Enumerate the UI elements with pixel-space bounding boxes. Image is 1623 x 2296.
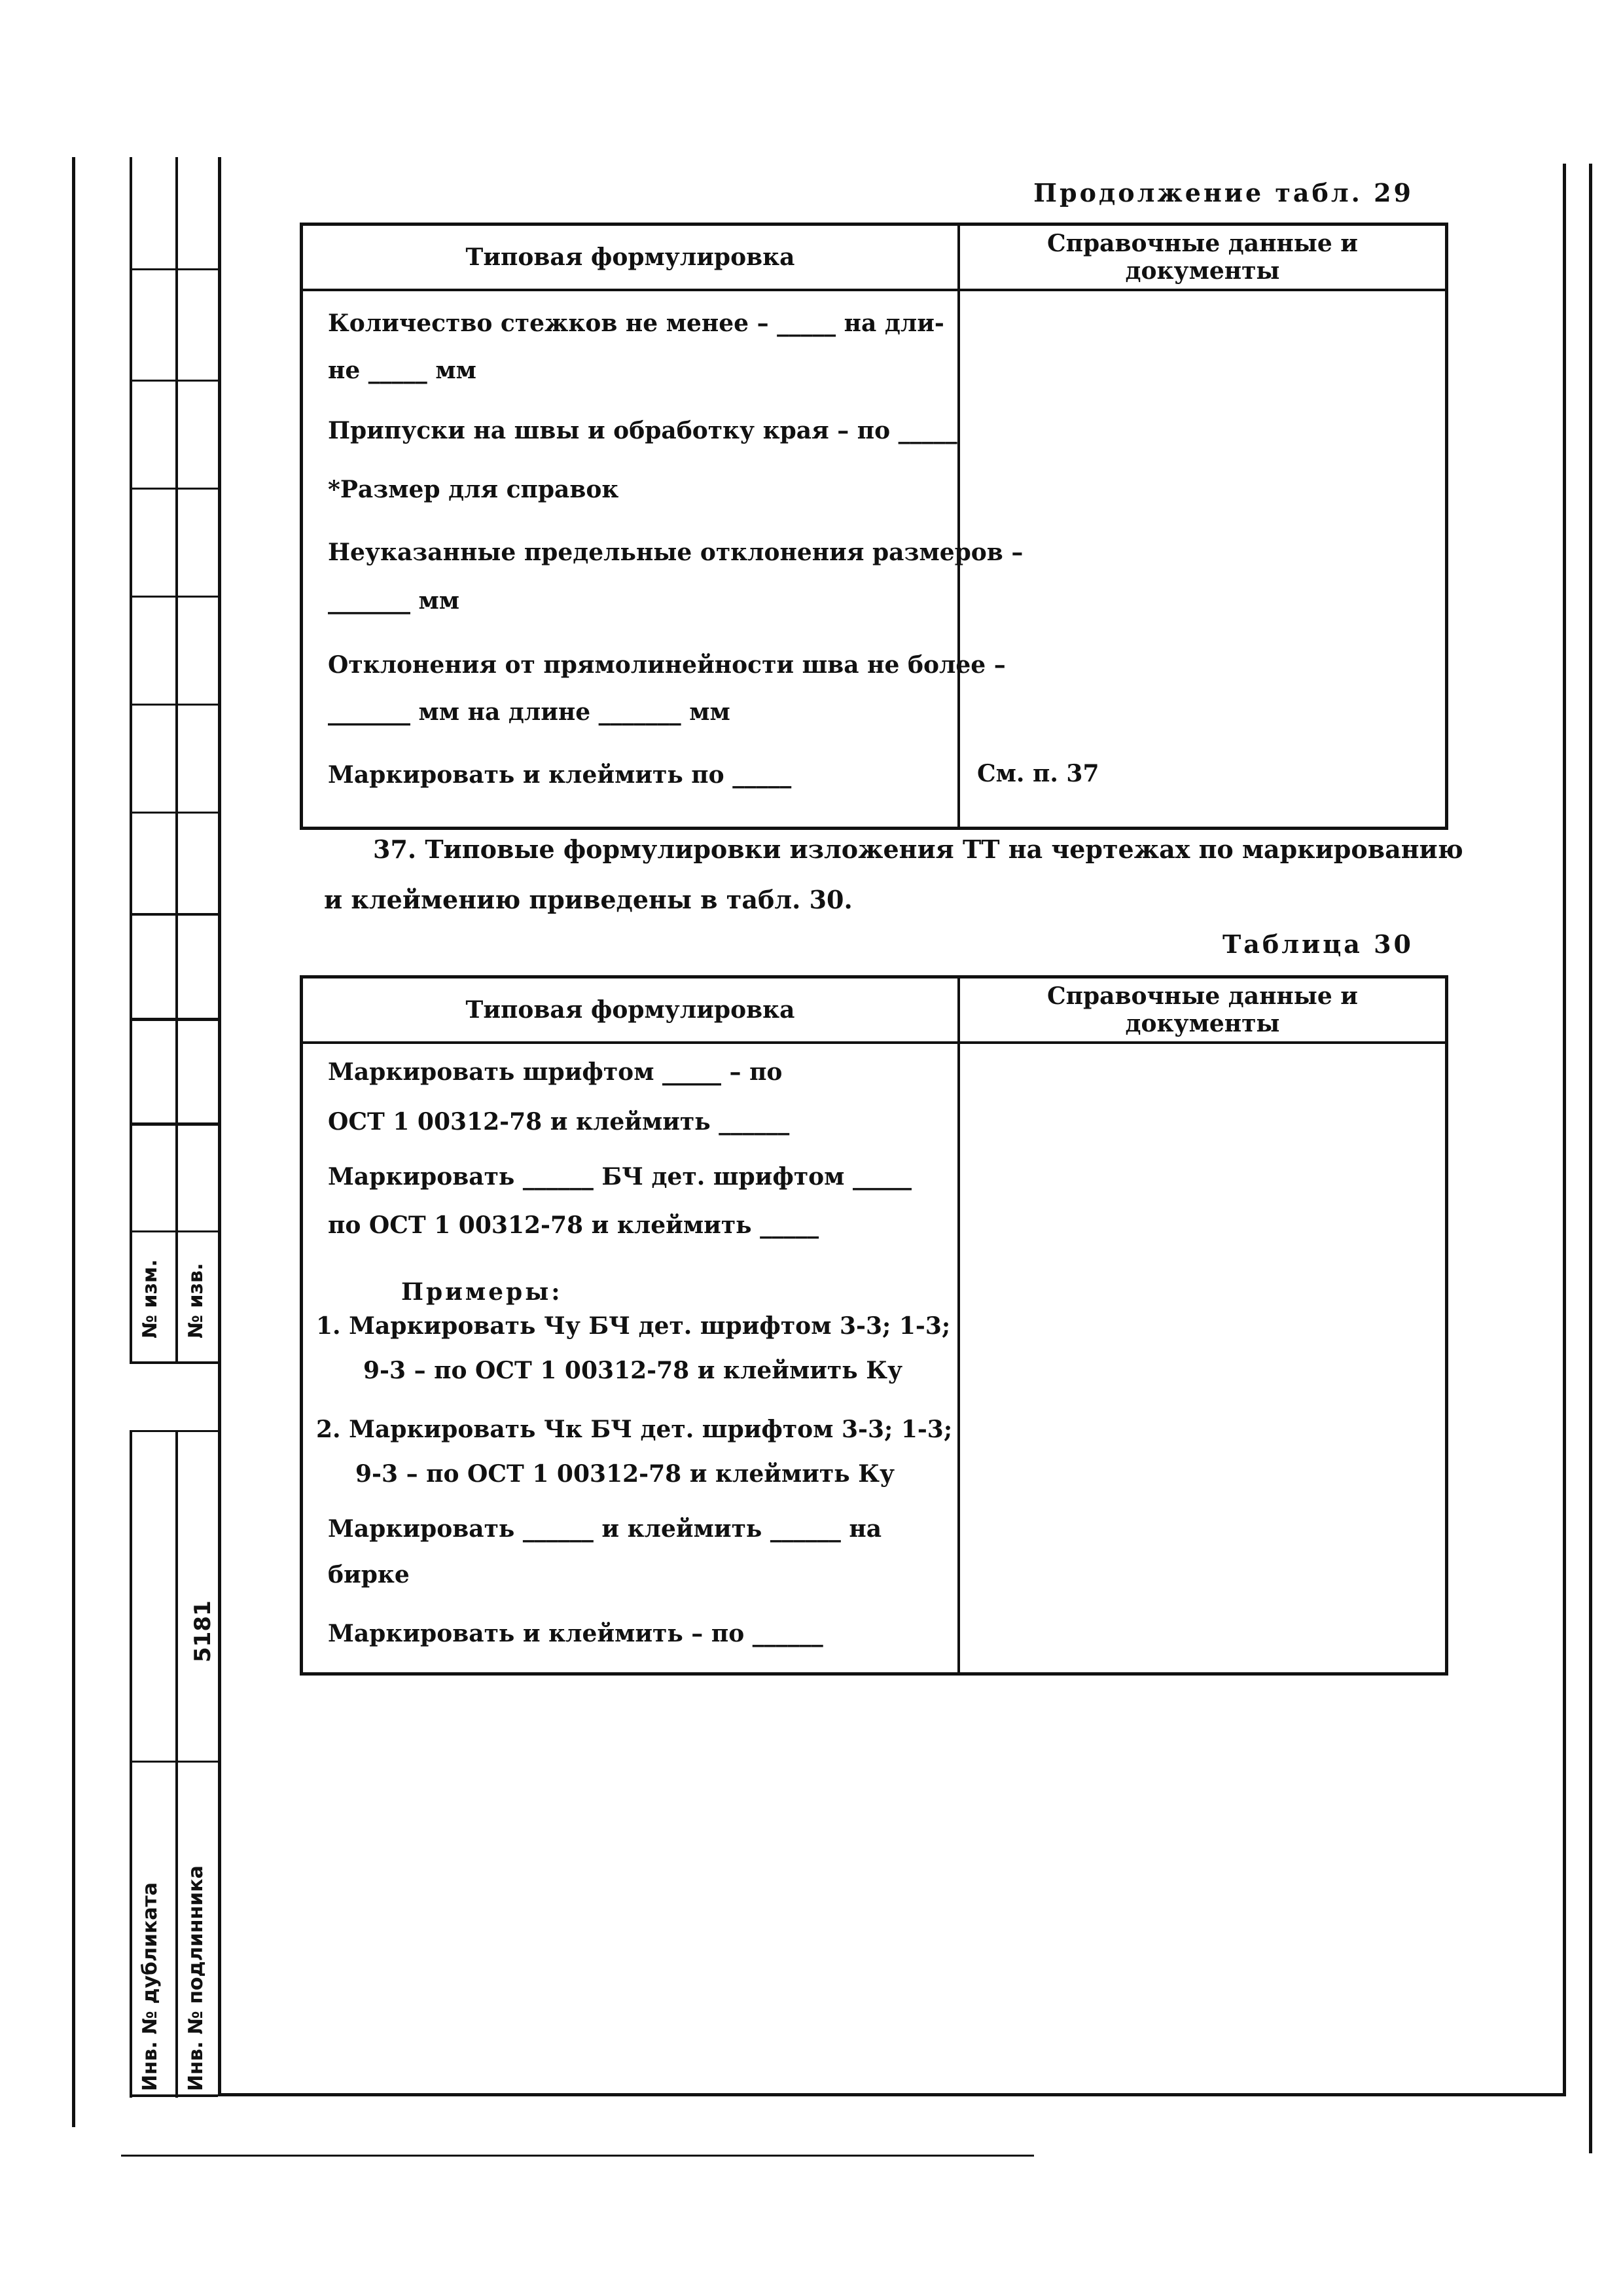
table-29 bbox=[300, 223, 1448, 830]
table30-row: 1. Маркировать Чу БЧ дет. шрифтом 3-3; 1-3; bbox=[316, 1312, 951, 1340]
stamp-number: 5181 bbox=[190, 1600, 216, 1662]
table29-row: _______ мм на длине _______ мм bbox=[328, 698, 730, 726]
stamp-izv-label: № изв. bbox=[185, 1263, 207, 1338]
stamp-tick bbox=[130, 380, 218, 382]
stamp-tick bbox=[130, 1122, 218, 1126]
stamp-tick bbox=[130, 704, 218, 706]
stamp-tick bbox=[130, 596, 218, 598]
table29-row: Отклонения от прямолинейности шва не более – bbox=[328, 651, 1006, 679]
lower-stamp-mid bbox=[175, 1430, 178, 2098]
table30-row: 9-3 – по ОСТ 1 00312-78 и клеймить Ку bbox=[355, 1460, 895, 1488]
table30-row: бирке bbox=[328, 1561, 410, 1588]
table29-formulation-cell bbox=[302, 290, 1024, 829]
page-bottom-rule bbox=[121, 2155, 1034, 2157]
stamp-tick bbox=[130, 268, 218, 270]
table29-row: _______ мм bbox=[328, 587, 460, 615]
table29-row: Количество стежков не менее – _____ на дли- bbox=[328, 310, 944, 337]
table30-caption: Таблица 30 bbox=[1222, 929, 1414, 959]
table29-references-cell bbox=[959, 290, 1447, 829]
table30-row: по ОСТ 1 00312-78 и клеймить _____ bbox=[328, 1211, 819, 1239]
table30-header-formulation: Типовая формулировка bbox=[302, 977, 959, 1043]
stamp-tick bbox=[130, 1018, 218, 1021]
stamp-tick bbox=[130, 1361, 218, 1364]
table29-row: *Размер для справок bbox=[328, 476, 619, 503]
table30-formulation-cell bbox=[302, 1043, 959, 1674]
continuation-title: Продолжение табл. 29 bbox=[1033, 178, 1414, 207]
lower-stamp-left bbox=[130, 1430, 132, 2098]
table30-row: 2. Маркировать Чк БЧ дет. шрифтом 3-3; 1-3; bbox=[316, 1416, 953, 1443]
table30-header-references: Справочные данные и документы bbox=[959, 977, 1447, 1043]
frame-right-line bbox=[1563, 164, 1566, 2096]
paragraph-37-line2: и клеймению приведены в табл. 30. bbox=[324, 885, 853, 914]
table29-row: Неуказанные предельные отклонения размеров – bbox=[328, 539, 1024, 566]
table29-ref: См. п. 37 bbox=[977, 760, 1099, 787]
table30-examples-heading: Примеры: bbox=[401, 1278, 563, 1306]
table29-row: Маркировать и клеймить по _____ bbox=[328, 761, 792, 789]
table-30 bbox=[300, 975, 1448, 1676]
stamp-column-left bbox=[130, 157, 132, 1361]
table30-row: 9-3 – по ОСТ 1 00312-78 и клеймить Ку bbox=[363, 1357, 902, 1384]
table30-row: Маркировать ______ БЧ дет. шрифтом _____ bbox=[328, 1163, 912, 1191]
table30-references-cell bbox=[959, 1043, 1447, 1674]
table30-row: ОСТ 1 00312-78 и клеймить ______ bbox=[328, 1108, 790, 1136]
stamp-column-middle bbox=[175, 157, 178, 1361]
lower-stamp-divider bbox=[130, 1761, 218, 1763]
stamp-podl-label: Инв. № подлинника bbox=[185, 1865, 207, 2091]
table29-row: Припуски на швы и обработку края – по _____ bbox=[328, 417, 957, 444]
table29-header-references: Справочные данные и документы bbox=[959, 224, 1447, 291]
lower-stamp-bottom bbox=[130, 2094, 218, 2097]
paragraph-37-line1: 37. Типовые формулировки изложения ТТ на чертежах по маркированию bbox=[373, 834, 1463, 864]
stamp-tick bbox=[130, 812, 218, 814]
stamp-izm-label: № изм. bbox=[139, 1259, 162, 1338]
stamp-tick bbox=[130, 488, 218, 490]
frame-outer-left-line bbox=[72, 157, 75, 2127]
table29-row: не _____ мм bbox=[328, 357, 476, 384]
stamp-tick bbox=[130, 1230, 218, 1232]
table29-header-formulation: Типовая формулировка bbox=[302, 224, 959, 291]
stamp-dubl-label: Инв. № дубликата bbox=[139, 1882, 162, 2091]
table30-row: Маркировать ______ и клеймить ______ на bbox=[328, 1515, 882, 1543]
table30-row: Маркировать и клеймить – по ______ bbox=[328, 1620, 823, 1647]
page-edge-right bbox=[1589, 164, 1592, 2153]
stamp-column-right bbox=[218, 157, 221, 2094]
lower-stamp-top-line bbox=[130, 1430, 218, 1432]
frame-bottom-line bbox=[218, 2093, 1566, 2096]
stamp-tick bbox=[130, 913, 218, 916]
table30-row: Маркировать шрифтом _____ – по bbox=[328, 1058, 783, 1086]
